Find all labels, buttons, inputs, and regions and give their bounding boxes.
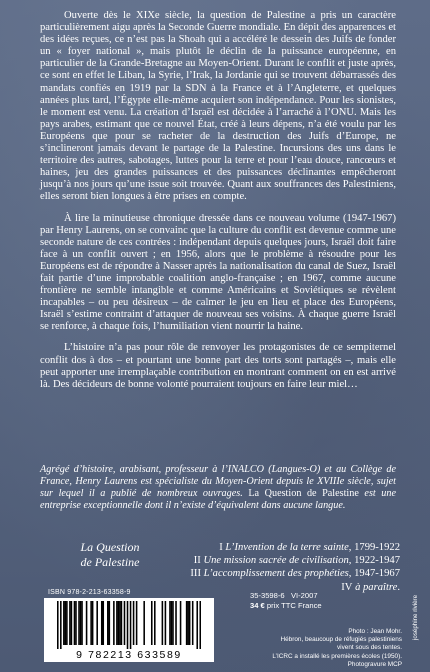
credit-line: Hébron, beaucoup de réfugiés palestiniens bbox=[280, 636, 402, 644]
volume-dates: , 1947-1967 bbox=[348, 568, 400, 580]
volume-title: à paraître bbox=[355, 581, 398, 593]
author-bio bbox=[40, 464, 396, 512]
volume-list bbox=[160, 541, 400, 594]
volume-number: IV bbox=[341, 581, 353, 593]
volume-dates: , 1799-1922 bbox=[348, 542, 400, 553]
volume-dates: , 1922-1947 bbox=[348, 555, 400, 567]
series-title-line-1: La Question bbox=[80, 540, 140, 554]
volume-item bbox=[160, 567, 400, 580]
bio-italic-part: Agrégé d’histoire, arabisant, professeur à l’INALCO (Langues-O) et au Collège de France, Henry Laurens est spécialiste du Moyen-Orient depuis le XVIIIe siècle, sujet sur lequel il a publié de nombreux ouvrages. bbox=[40, 464, 396, 499]
credit-line: L’ICRC a installé les premières écoles (1950). bbox=[272, 652, 402, 660]
volume-number: III bbox=[190, 568, 201, 580]
series-title bbox=[58, 540, 162, 569]
bio-italic-part-2: est une entreprise exceptionnelle dont il n’existe d’équivalent dans aucune langue. bbox=[40, 488, 396, 511]
price-row bbox=[250, 601, 322, 611]
volume-title: Une mission sacrée de civilisation bbox=[203, 555, 349, 567]
barcode-digits: 9 782213 633589 bbox=[76, 649, 182, 661]
series-title-line-2: de Palestine bbox=[80, 554, 140, 569]
designer-name: joséphine rivière bbox=[412, 594, 419, 640]
photo-credits bbox=[242, 628, 402, 669]
edition-ref-row bbox=[250, 591, 322, 601]
barcode bbox=[44, 598, 214, 662]
edition-ref: 35-3598-6 bbox=[250, 591, 285, 600]
credit-line: Photogravure MCP bbox=[347, 660, 402, 668]
volume-item bbox=[160, 554, 400, 567]
blurb-text bbox=[40, 10, 396, 391]
price-note: prix TTC France bbox=[264, 601, 322, 610]
credit-line: Photo : Jean Mohr. bbox=[348, 628, 402, 635]
price: 34 € bbox=[250, 601, 265, 610]
edition-date: VI-2007 bbox=[290, 591, 318, 600]
volume-number: I bbox=[219, 542, 223, 553]
volume-number: II bbox=[193, 555, 201, 567]
volume-title: L’accomplissement des prophéties bbox=[203, 568, 349, 580]
bio-series-name: La Question de Palestine bbox=[242, 488, 359, 499]
blurb-paragraph-3: L’histoire n’a pas pour rôle de renvoyer les protagonistes de ce sempiternel conflit dos à dos – et pourtant une bonne part des torts sont partagés –, mais elle peut apporter une irremplaçable contribution en montrant comment on en est arrivé là. Des décideurs de bonne volonté pourraient toujours en faire leur miel… bbox=[40, 342, 396, 390]
blurb-paragraph-1: Ouverte dès le XIXe siècle, la question de Palestine a pris un caractère particulièrement aigu après la Seconde Guerre mondiale. En dépit des apparences et des idées reçues, ce n’est pas la Shoah qui a accéléré le dessein des Juifs de fonder un « foyer national », mais plutôt le déclin de la puissance européenne, en particulier de la Grande-Bretagne au Moyen-Orient. Durant le conflit et juste après, ce sont en effet le Liban, la Syrie, l’Irak, la Jordanie qui se trouvent débarrassés des mandats confiés en 1919 par la SDN à la France et à l’Angleterre, et quelques années plus tard, l’Égypte elle-même acquiert son indépendance. Pour les sionistes, le moment est venu. La création d’Israël est décidée à l’arraché à l’ONU. Mais les pays arabes, estimant que ce nouvel État, créé à leurs dépens, n’a été voulu par les Européens que pour se racheter de la destruction des Juifs d’Europe, ne s’inclineront jamais devant le partage de la Palestine. Incursions des uns dans le territoire des autres, sabotages, luttes pour la terre et pour l’eau douce, rancœurs et haines, jeu des grandes puissances et des puissances déclinantes empêcheront jusqu’à nos jours qu’une issue soit trouvée. Quant aux souffrances des Palestiniens, elles seront bien longues à être prises en compte. bbox=[40, 10, 396, 203]
blurb-paragraph-2: À lire la minutieuse chronique dressée dans ce nouveau volume (1947-1967) par Henry Laurens, on se convainc que la culture du conflit est devenue comme une seconde nature de ces contrées : indépendant depuis quelques jours, Israël doit faire face à un conflit ouvert ; en 1956, alors que le problème à résoudre pour les Européens est de répondre à Nasser après la nationalisation du canal de Suez, Israël fait partie d’une improbable coalition anglo-française ; en 1967, comme aucune frontière ne semble intangible et comme Américains et Soviétiques se révèlent incapables – ou peu désireux – de calmer le jeu en lieu et place des Européens, Israël s’estime contraint d’attaquer de nouveau ses voisins. À chaque guerre Israël se renforce, à chaque fois, l’humiliation vient nourrir la haine. bbox=[40, 212, 396, 333]
edition-codes bbox=[250, 591, 322, 611]
volume-dates: . bbox=[397, 581, 400, 593]
credit-line: vivent sous des tentes. bbox=[336, 644, 402, 652]
barcode-bars bbox=[57, 601, 201, 649]
isbn-label: ISBN 978-2-213-63358-9 bbox=[48, 589, 131, 596]
volume-item bbox=[160, 541, 400, 554]
volume-title: L’Invention de la terre sainte bbox=[225, 542, 349, 553]
